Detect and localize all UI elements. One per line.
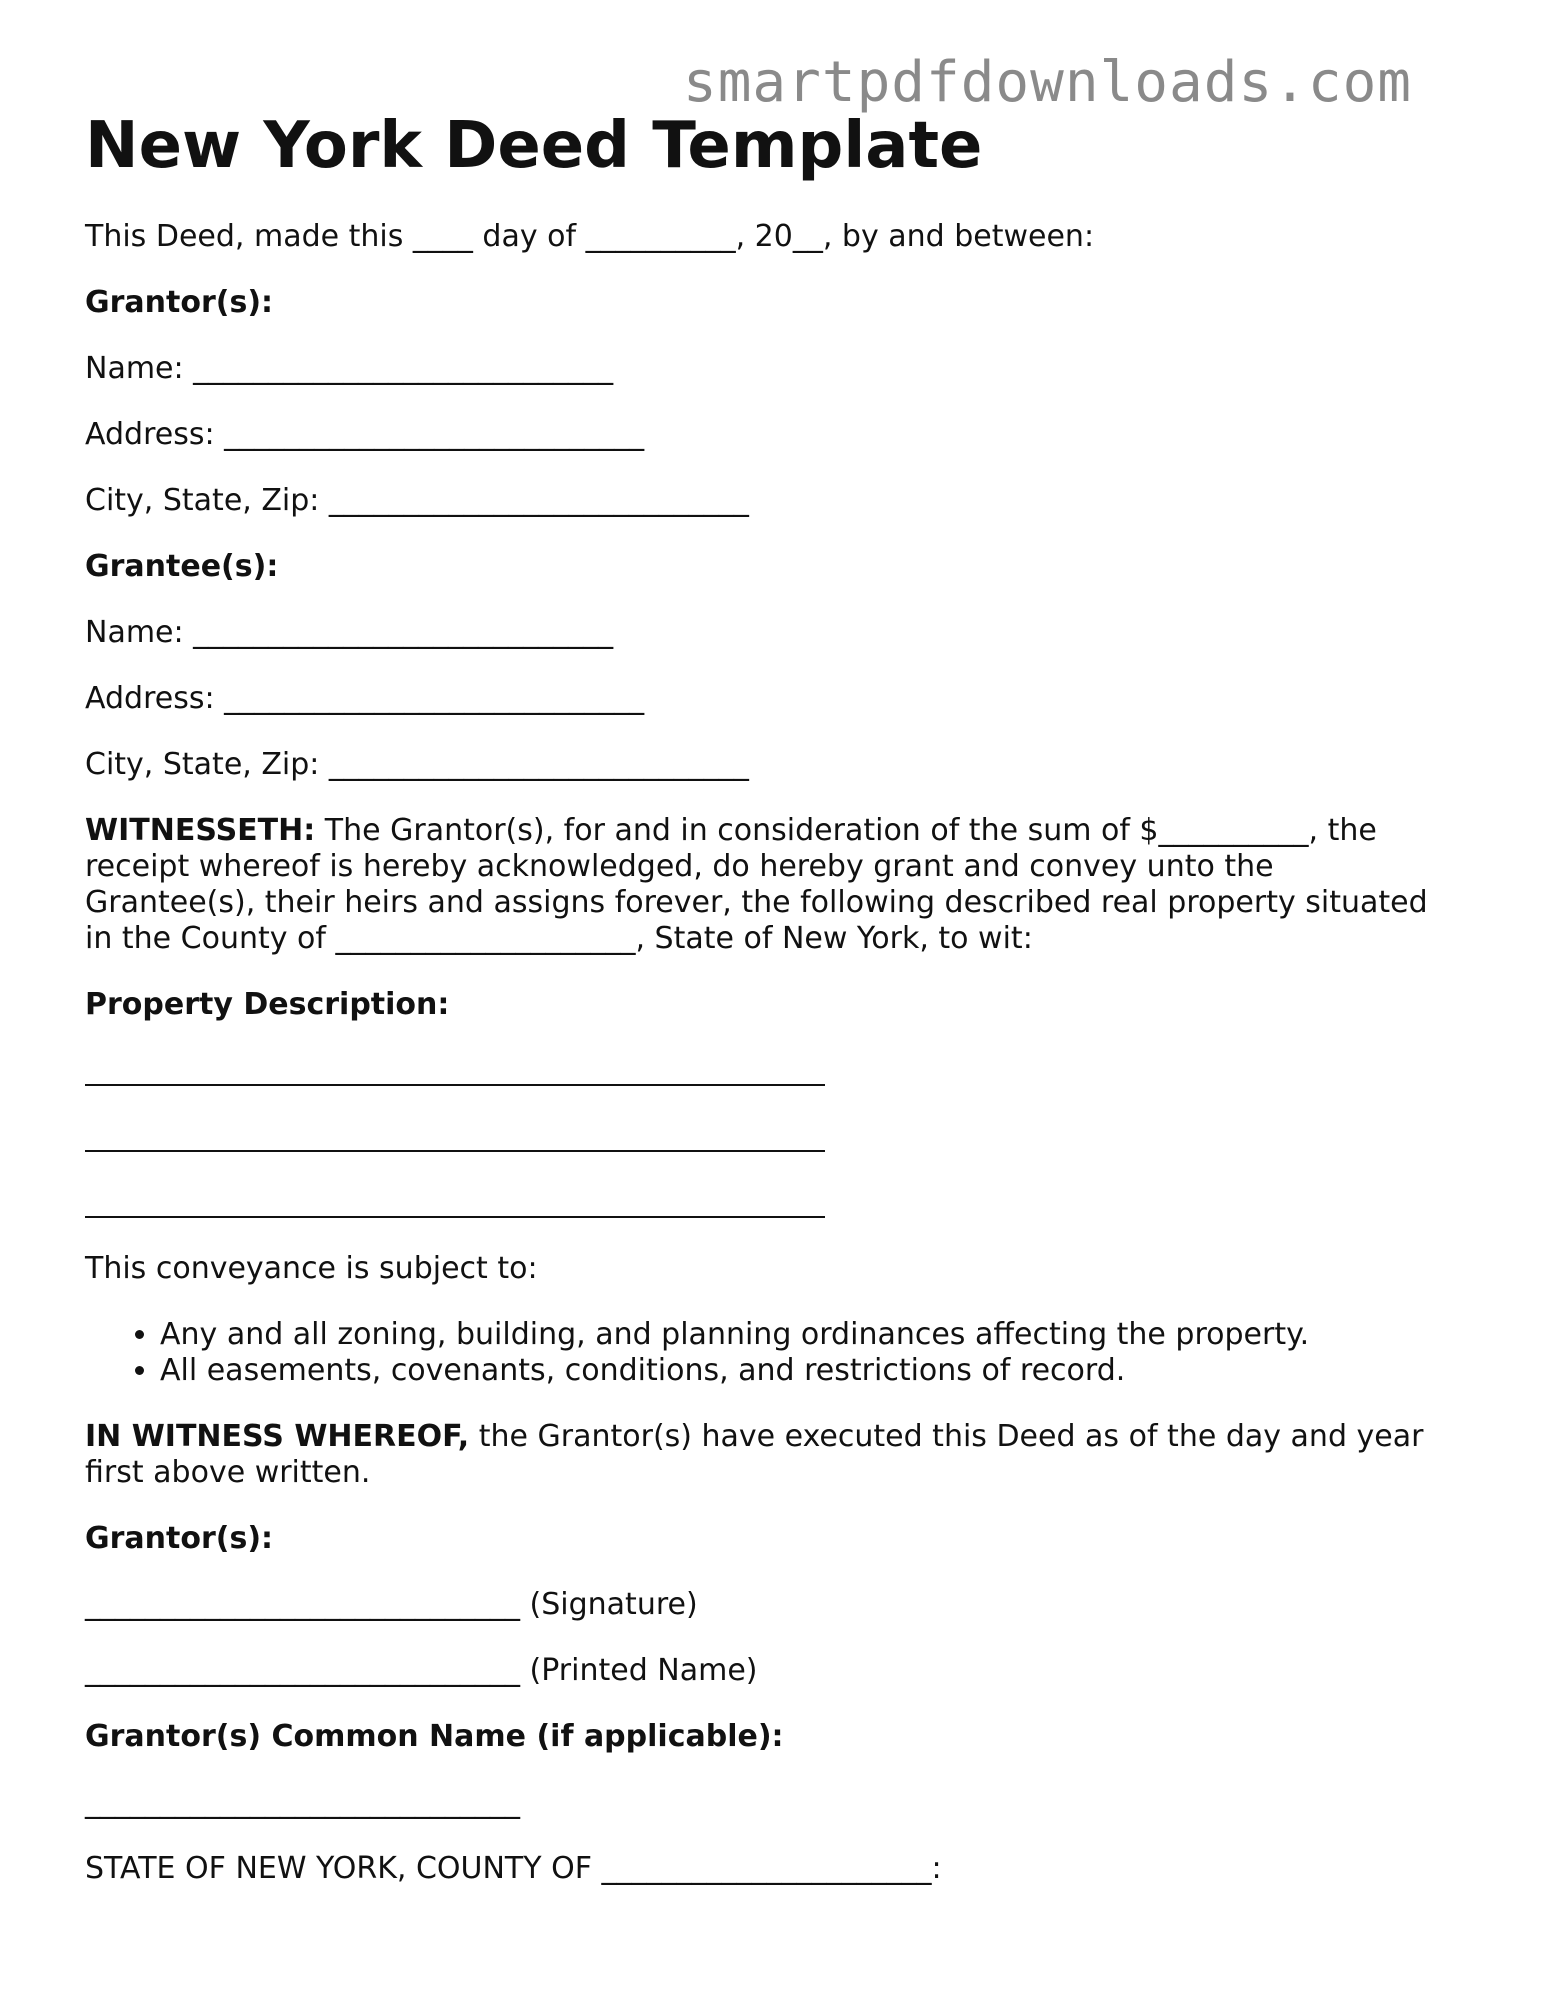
- grantee-address-field: Address: ____________________________: [85, 681, 645, 716]
- witnesseth-text-2: receipt whereof is hereby acknowledged, do hereby grant and convey unto the: [85, 849, 1274, 884]
- witnesseth-text-1: The Grantor(s), for and in consideration of the sum of $__________, the: [315, 813, 1377, 848]
- property-description-line-1: [85, 1084, 825, 1086]
- printed-name-field: _____________________________ (Printed Name): [85, 1653, 758, 1688]
- witnesseth-text-3: Grantee(s), their heirs and assigns forever, the following described real property situated: [85, 885, 1428, 920]
- grantor-heading: Grantor(s):: [85, 285, 274, 320]
- signature-field: _____________________________ (Signature): [85, 1587, 698, 1622]
- grantee-city-field: City, State, Zip: ____________________________: [85, 747, 749, 782]
- in-witness-label: IN WITNESS WHEREOF,: [85, 1419, 470, 1454]
- witnesseth-paragraph: [85, 813, 1465, 957]
- in-witness-text-2: first above written.: [85, 1455, 371, 1490]
- subject-intro: This conveyance is subject to:: [85, 1251, 538, 1286]
- property-description-line-2: [85, 1150, 825, 1152]
- grantee-heading: Grantee(s):: [85, 549, 279, 584]
- property-description-line-3: [85, 1216, 825, 1218]
- in-witness-paragraph: [85, 1419, 1465, 1491]
- list-item: • Any and all zoning, building, and planning ordinances affecting the property.: [160, 1317, 1309, 1353]
- common-name-heading: Grantor(s) Common Name (if applicable):: [85, 1719, 784, 1754]
- signature-grantor-heading: Grantor(s):: [85, 1521, 274, 1556]
- watermark: smartpdfdownloads.com: [683, 50, 1413, 115]
- common-name-field: _____________________________: [85, 1785, 520, 1820]
- grantor-city-field: City, State, Zip: ____________________________: [85, 483, 749, 518]
- grantor-name-field: Name: ____________________________: [85, 351, 614, 386]
- list-item: • All easements, covenants, conditions, and restrictions of record.: [160, 1353, 1309, 1389]
- witnesseth-text-4: in the County of ____________________, State of New York, to wit:: [85, 921, 1033, 956]
- grantor-address-field: Address: ____________________________: [85, 417, 645, 452]
- subject-list: [85, 1317, 1309, 1389]
- witnesseth-label: WITNESSETH:: [85, 813, 316, 848]
- in-witness-text-1: the Grantor(s) have executed this Deed as of the day and year: [469, 1419, 1424, 1454]
- grantee-name-field: Name: ____________________________: [85, 615, 614, 650]
- page-title: New York Deed Template: [85, 109, 983, 183]
- state-county-line: STATE OF NEW YORK, COUNTY OF ______________________:: [85, 1851, 942, 1886]
- intro-line: This Deed, made this ____ day of __________, 20__, by and between:: [85, 219, 1095, 254]
- property-description-heading: Property Description:: [85, 987, 450, 1022]
